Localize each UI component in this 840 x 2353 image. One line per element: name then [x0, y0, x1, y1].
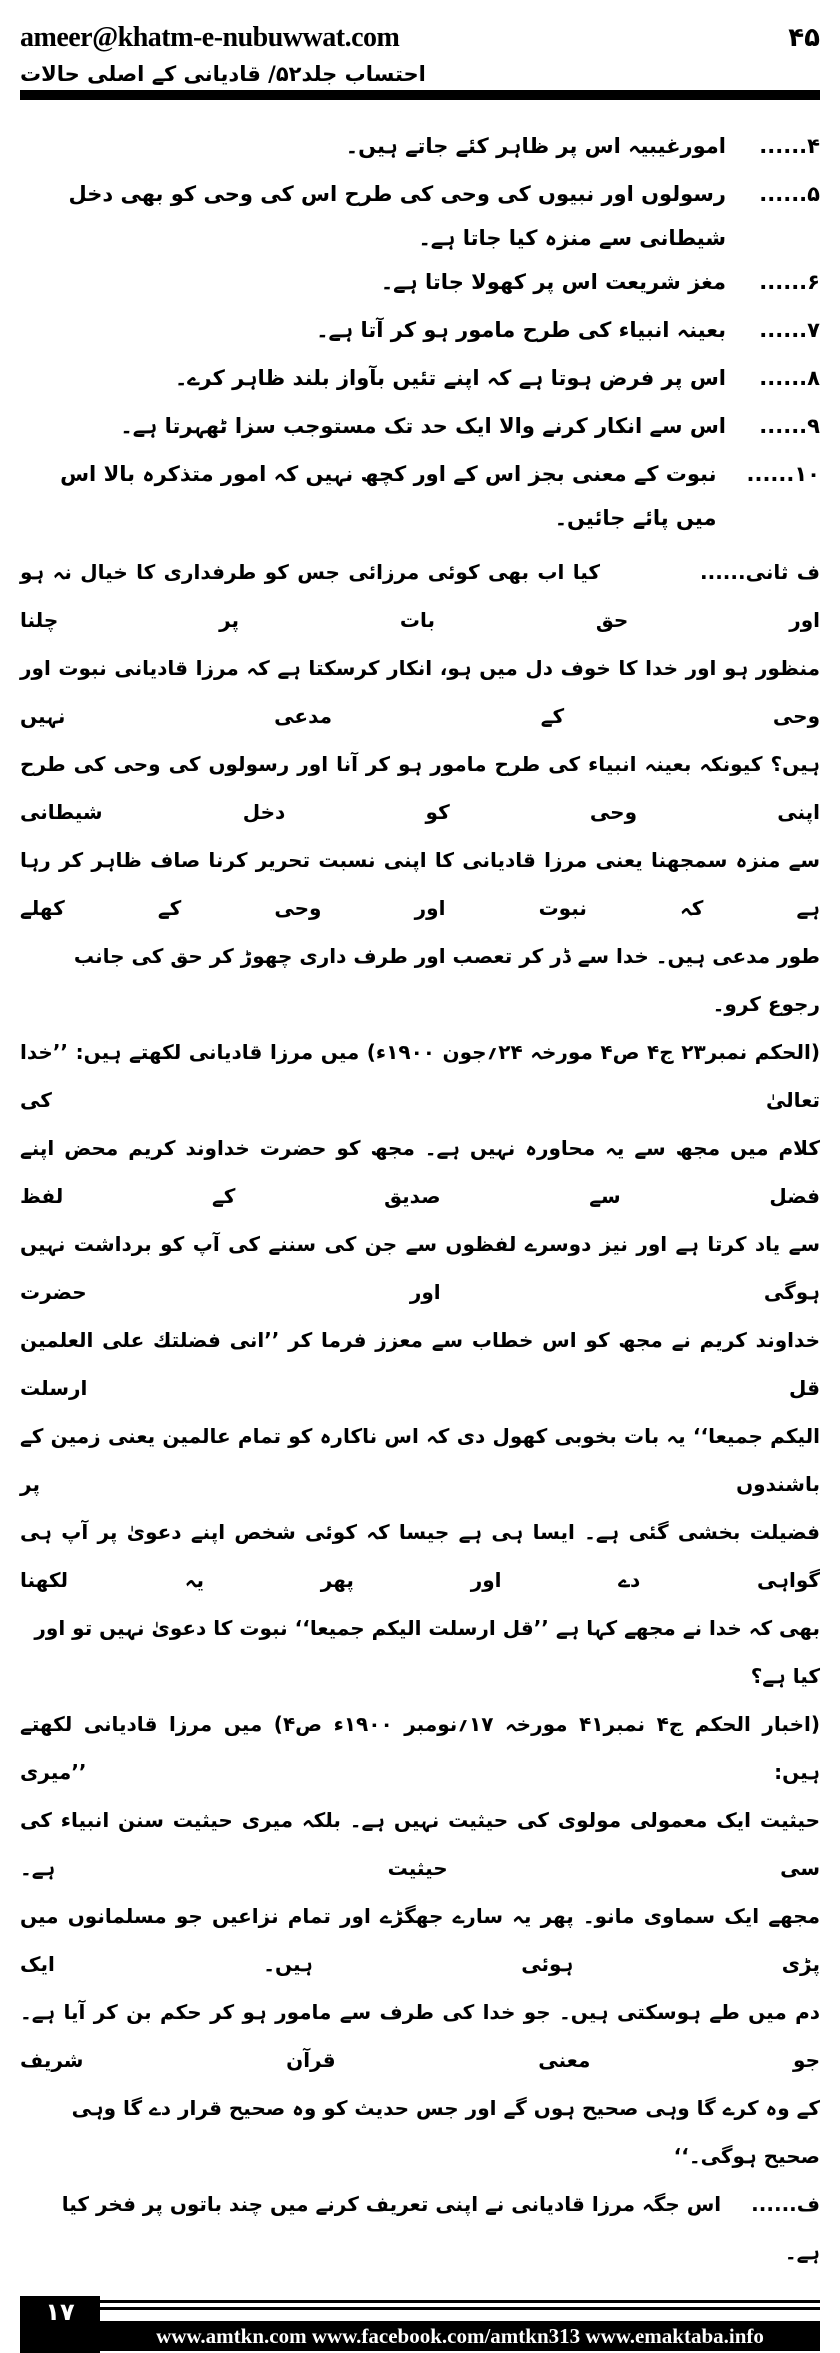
text-line: دم میں طے ہوسکتی ہیں۔ جو خدا کی طرف سے مامور ہو کر حکم بن کر آیا ہے۔ جو معنی قرآن شریف [20, 2000, 821, 2072]
item-number: ۵...... [759, 182, 820, 206]
item-number: ۶...... [759, 270, 820, 294]
list-item [20, 260, 820, 308]
text-line: الیکم جمیعا‘‘ یہ بات بخوبی کھول دی کہ اس ناکارہ کو تمام عالمین یعنی زمین کے باشندوں پر [20, 1424, 820, 1496]
text-line: بھی کہ خدا نے مجھے کہا ہے ’’قل ارسلت الیکم جمیعا‘‘ نبوت کا دعویٰ نہیں تو اور کیا ہے؟ [34, 1616, 820, 1688]
item-number: ۹...... [759, 414, 820, 438]
text-line: خداوند کریم نے مجھ کو اس خطاب سے معزز فرما کر ’’انی فضلتك علی العلمین قل ارسلت [20, 1328, 820, 1400]
text-line: ہیں؟ کیونکہ بعینہ انبیاء کی طرح مامور ہو کر آنا اور رسولوں کی وحی کی طرح اپنی وحی کو دخل شیطانی [20, 752, 820, 824]
header-email: ameer@khatm-e-nubuwwat.com [20, 22, 400, 53]
text-line: منظور ہو اور خدا کا خوف دل میں ہو، انکار کرسکتا ہے کہ مرزا قادیانی نبوت اور وحی کے مدعی نہیں [20, 656, 820, 728]
text-line: فضیلت بخشی گئی ہے۔ ایسا ہی ہے جیسا کہ کوئی شخص اپنے دعویٰ پر آپ ہی گواہی دے اور پھر یہ لکھنا [20, 1520, 820, 1592]
list-item [20, 356, 820, 404]
footer-band [100, 2321, 820, 2351]
item-text: امورغیبیہ اس پر ظاہر کئے جاتے ہیں۔ [345, 134, 726, 158]
page-header [20, 0, 820, 86]
header-divider [20, 90, 820, 100]
header-page-number: ۴۵ [788, 23, 820, 53]
final-text: اس جگہ مرزا قادیانی نے اپنی تعریف کرنے میں چند باتوں پر فخر کیا ہے۔ [61, 2192, 820, 2264]
item-text: بعینہ انبیاء کی طرح مامور ہو کر آتا ہے۔ [316, 318, 726, 342]
item-text: مغز شریعت اس پر کھولا جاتا ہے۔ [380, 270, 726, 294]
line-text: کیا اب بھی کوئی مرزائی جس کو طرفداری کا خیال نہ ہو اور حق بات پر چلنا [20, 560, 820, 632]
item-text: اس پر فرض ہوتا ہے کہ اپنے تئیں بآواز بلند ظاہر کرے۔ [174, 366, 726, 390]
footer-urls: www.amtkn.com www.facebook.com/amtkn313 www.emaktaba.info [156, 2324, 764, 2348]
page-footer [20, 2296, 820, 2353]
footer-divider [100, 2307, 820, 2310]
header-book-title: احتساب جلد۵۲/ قادیانی کے اصلی حالات [20, 62, 426, 86]
item-number: ۱۰...... [746, 462, 820, 486]
text-line: حیثیت ایک معمولی مولوی کی حیثیت نہیں ہے۔ بلکہ میری حیثیت سنن انبیاء کی سی حیثیت ہے۔ [20, 1808, 820, 1880]
list-item [20, 308, 820, 356]
text-line [20, 548, 820, 644]
footer-page-box [20, 2296, 100, 2353]
list-item [20, 172, 820, 260]
text-line: سے منزہ سمجھنا یعنی مرزا قادیانی کا اپنی نسبت تحریر کرنا صاف ظاہر کر رہا ہے کہ نبوت اور وحی کے کھلے [20, 848, 820, 920]
text-line: کے وہ کرے گا وہی صحیح ہوں گے اور جس حدیث کو وہ صحیح قرار دے گا وہی صحیح ہوگی۔‘‘ [71, 2096, 820, 2168]
body-text [20, 548, 820, 2276]
item-number: ۴...... [759, 134, 820, 158]
text-line: کلام میں مجھ سے یہ محاورہ نہیں ہے۔ مجھ کو حضرت خداوند کریم محض اپنے فضل سے صدیق کے لفظ [20, 1136, 820, 1208]
text-line: مجھے ایک سماوی مانو۔ پھر یہ سارے جھگڑے اور تمام نزاعیں جو مسلمانوں میں پڑی ہوئی ہیں۔ ایک [20, 1904, 820, 1976]
numbered-list [20, 124, 820, 540]
text-line: (الحکم نمبر۲۳ ج۴ ص۴ مورخہ ۲۴؍جون ۱۹۰۰ء) میں مرزا قادیانی لکھتے ہیں: ’’خدا تعالیٰ کی [20, 1040, 820, 1112]
item-text: اس سے انکار کرنے والا ایک حد تک مستوجب سزا ٹھہرتا ہے۔ [120, 414, 726, 438]
item-text: نبوت کے معنی بجز اس کے اور کچھ نہیں کہ امور متذکرہ بالا اس میں پائے جائیں۔ [60, 462, 717, 530]
item-number: ۸...... [759, 366, 820, 390]
footer-page-number: ١٧ [45, 2298, 75, 2326]
footer-right [100, 2296, 820, 2353]
item-text: رسولوں اور نبیوں کی وحی کی طرح اس کی وحی کو بھی دخل شیطانی سے منزہ کیا جاتا ہے۔ [68, 182, 726, 250]
final-note [20, 2180, 820, 2276]
list-item [20, 124, 820, 172]
item-number: ۷...... [759, 318, 820, 342]
text-line: (اخبار الحکم ج۴ نمبر۴۱ مورخہ ۱۷؍نومبر ۱۹۰۰ء ص۴) میں مرزا قادیانی لکھتے ہیں: ’’میری [20, 1712, 821, 1784]
list-item [20, 404, 820, 452]
footer-divider [100, 2300, 820, 2303]
list-item [20, 452, 820, 540]
note-label: ف ثانی...... [700, 560, 820, 584]
text-line: طور مدعی ہیں۔ خدا سے ڈر کر تعصب اور طرف داری چھوڑ کر حق کی جانب رجوع کرو۔ [73, 944, 820, 1016]
final-label: ف...... [751, 2192, 820, 2216]
text-line: سے یاد کرتا ہے اور نیز دوسرے لفظوں سے جن کی سننے کی آپ کو برداشت نہیں ہوگی اور حضرت [20, 1232, 820, 1304]
